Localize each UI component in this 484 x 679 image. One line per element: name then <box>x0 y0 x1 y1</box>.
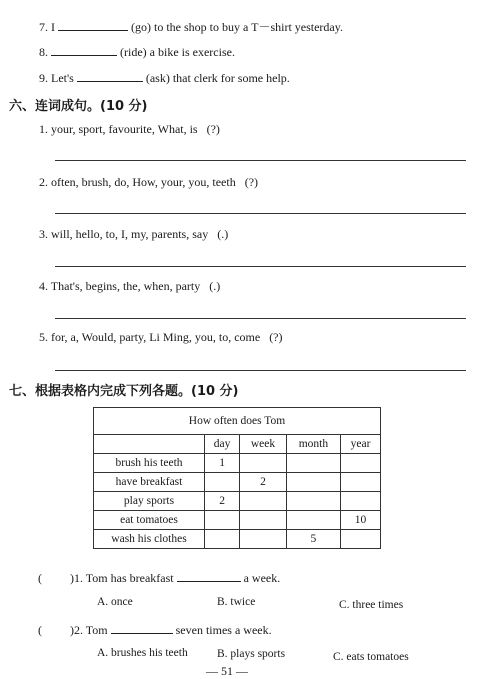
table-cell <box>205 511 240 530</box>
table-cell: 10 <box>341 511 381 530</box>
table-cell <box>240 530 287 549</box>
table-cell <box>286 511 340 530</box>
section-6-heading: 六、连词成句。(10 分) <box>9 99 148 114</box>
item-9: 9. Let's (ask) that clerk for some help. <box>39 71 290 85</box>
table-row <box>94 511 381 530</box>
mcq-question-1: ( )1. Tom has breakfast a week. <box>38 571 281 585</box>
table-header-empty <box>94 435 205 454</box>
option-b[interactable]: B. plays sports <box>217 648 286 660</box>
answer-blank[interactable] <box>58 19 128 31</box>
activity-cell: brush his teeth <box>94 454 205 473</box>
answer-line[interactable] <box>55 266 466 267</box>
table-cell: 1 <box>205 454 240 473</box>
table-cell <box>240 454 287 473</box>
table-row <box>94 454 381 473</box>
col-header: week <box>240 435 287 454</box>
answer-blank[interactable] <box>177 570 241 582</box>
table-cell <box>240 511 287 530</box>
section-7-heading: 七、根据表格内完成下列各题。(10 分) <box>9 384 239 399</box>
table-cell <box>341 530 381 549</box>
table-cell <box>341 454 381 473</box>
answer-line[interactable] <box>55 213 466 214</box>
table-cell <box>205 530 240 549</box>
choice-blank[interactable] <box>45 623 67 634</box>
table-cell: 5 <box>286 530 340 549</box>
item-8: 8. (ride) a bike is exercise. <box>39 45 235 59</box>
sentence-item: 1. your, sport, favourite, What, is (?) <box>39 122 220 136</box>
answer-line[interactable] <box>55 318 466 319</box>
answer-line[interactable] <box>55 160 466 161</box>
table-cell <box>205 473 240 492</box>
answer-blank[interactable] <box>51 44 117 56</box>
activity-cell: have breakfast <box>94 473 205 492</box>
sentence-item: 5. for, a, Would, party, Li Ming, you, to, come (?) <box>39 330 283 344</box>
option-a[interactable]: A. brushes his teeth <box>97 647 188 659</box>
table-cell: 2 <box>240 473 287 492</box>
activity-cell: play sports <box>94 492 205 511</box>
table-cell: 2 <box>205 492 240 511</box>
table-cell <box>341 492 381 511</box>
table-cell <box>286 473 340 492</box>
activity-cell: eat tomatoes <box>94 511 205 530</box>
sentence-item: 2. often, brush, do, How, your, you, teeth (?) <box>39 175 259 189</box>
col-header: year <box>341 435 381 454</box>
option-b[interactable]: B. twice <box>217 596 256 608</box>
choice-blank[interactable] <box>45 571 67 582</box>
sentence-item: 3. will, hello, to, I, my, parents, say (.) <box>39 227 229 241</box>
table-title: How often does Tom <box>94 408 381 435</box>
sentence-item: 4. That's, begins, the, when, party (.) <box>39 279 221 293</box>
activity-cell: wash his clothes <box>94 530 205 549</box>
answer-blank[interactable] <box>77 70 143 82</box>
table-row <box>94 473 381 492</box>
option-c[interactable]: C. three times <box>339 599 404 611</box>
mcq-question-2: ( )2. Tom seven times a week. <box>38 623 272 637</box>
table-cell <box>286 454 340 473</box>
table-row <box>94 530 381 549</box>
table-row <box>94 492 381 511</box>
frequency-table <box>93 407 381 549</box>
page-number: — 51 — <box>206 664 248 678</box>
table-cell <box>286 492 340 511</box>
col-header: month <box>286 435 340 454</box>
option-c[interactable]: C. eats tomatoes <box>333 651 409 663</box>
table-cell <box>240 492 287 511</box>
col-header: day <box>205 435 240 454</box>
item-7: 7. I (go) to the shop to buy a T－shirt yesterday. <box>39 20 343 34</box>
option-a[interactable]: A. once <box>97 596 133 608</box>
answer-blank[interactable] <box>111 622 173 634</box>
answer-line[interactable] <box>55 370 466 371</box>
table-cell <box>341 473 381 492</box>
table-header-row <box>94 435 381 454</box>
